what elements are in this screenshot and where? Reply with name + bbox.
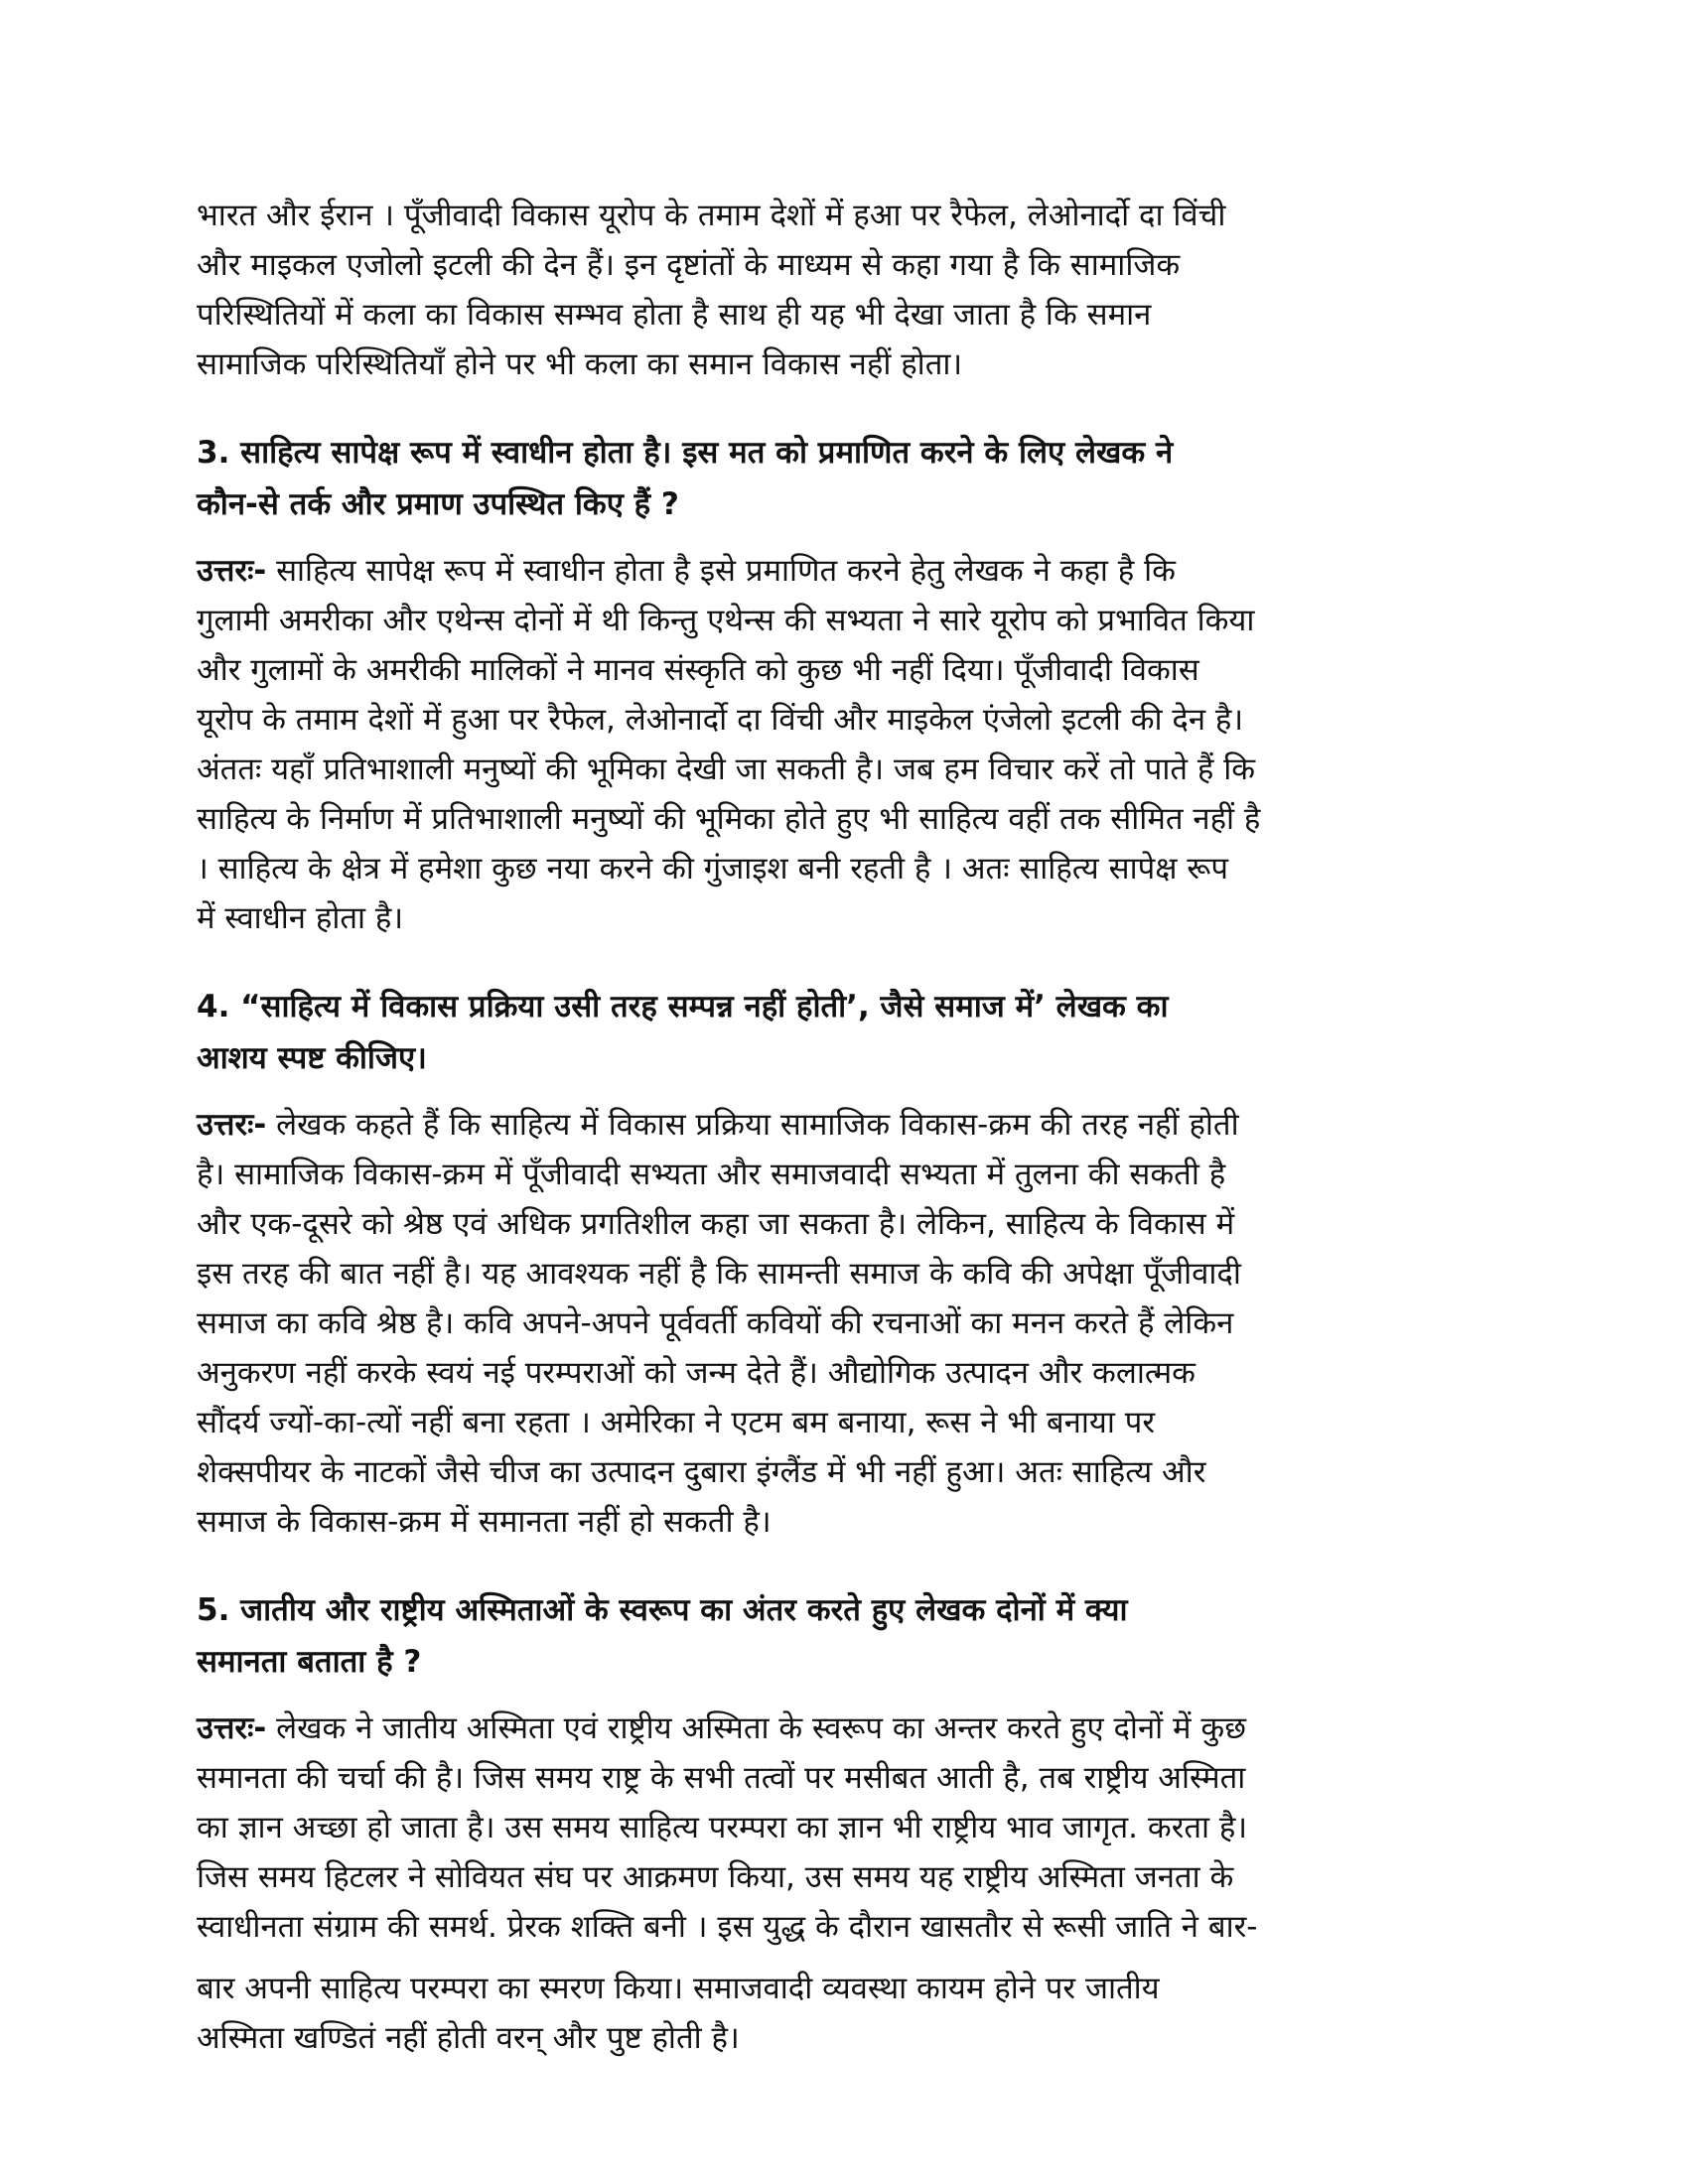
- text-line: में स्वाधीन होता है।: [197, 900, 404, 936]
- question-4-heading: [197, 981, 1507, 1084]
- text-line: और गुलामों के अमरीकी मालिकों ने मानव संस्कृति को कुछ भी नहीं दिया। पूँजीवादी विकास: [197, 652, 1199, 688]
- text-line: साहित्य के निर्माण में प्रतिभाशाली मनुष्यों की भूमिका होते हुए भी साहित्य वहीं तक सीमित नहीं है: [197, 801, 1261, 837]
- text-line: [197, 1704, 1507, 1753]
- text-line: यूरोप के तमाम देशों में हुआ पर रैफेल, लेओनार्दो दा विंची और माइकेल एंजेलो इटली की देन है।: [197, 702, 1244, 738]
- text-line: है। सामाजिक विकास-क्रम में पूँजीवादी सभ्यता और समाजवादी सभ्यता में तुलना की सकती है: [197, 1157, 1226, 1192]
- text-line: और एक-दूसरे को श्रेष्ठ एवं अधिक प्रगतिशील कहा जा सकता है। लेकिन, साहित्य के विकास में: [197, 1206, 1235, 1242]
- text-line: सौंदर्य ज्यों-का-त्यों नहीं बना रहता । अमेरिका ने एटम बम बनाया, रूस ने भी बनाया पर: [197, 1405, 1156, 1440]
- text-line: सामाजिक परिस्थितियाँ होने पर भी कला का समान विकास नहीं होता।: [197, 346, 963, 382]
- text-line: अस्मिता खण्डितं नहीं होती वरन् और पुष्ट होती है।: [197, 2020, 740, 2056]
- heading-line: 4. “साहित्य में विकास प्रक्रिया उसी तरह सम्पन्न नहीं होती’, जैसे समाज में’ लेखक का: [197, 989, 1169, 1024]
- text-line: बार अपनी साहित्य परम्परा का स्मरण किया। समाजवादी व्यवस्था कायम होने पर जातीय: [197, 1971, 1160, 2006]
- heading-line: कौन-से तर्क और प्रमाण उपस्थित किए हैं ?: [197, 486, 679, 522]
- text-line: और माइकल एजोलो इटली की देन हैं। इन दृष्टांतों के माध्यम से कहा गया है कि सामाजिक: [197, 247, 1181, 283]
- text-line: शेक्सपीयर के नाटकों जैसे चीज का उत्पादन दुबारा इंग्लैंड में भी नहीं हुआ। अतः साहित्य और: [197, 1454, 1206, 1490]
- answer-label: उत्तरः-: [197, 1107, 267, 1143]
- text-line: [197, 546, 1507, 596]
- text-line: परिस्थितियों में कला का विकास सम्भव होता है साथ ही यह भी देखा जाता है कि समान: [197, 297, 1152, 333]
- document-page: [197, 191, 1507, 2063]
- answer-5-paragraph: [197, 1704, 1507, 2063]
- intro-paragraph: [197, 191, 1507, 389]
- text-line: भारत और ईरान । पूँजीवादी विकास यूरोप के तमाम देशों में हआ पर रैफेल, लेओनार्दो दा विंची: [197, 198, 1226, 233]
- heading-line: 3. साहित्य सापेक्ष रूप में स्वाधीन होता है। इस मत को प्रमाणित करने के लिए लेखक ने: [197, 435, 1174, 471]
- heading-line: आशय स्पष्ट कीजिए।: [197, 1040, 427, 1076]
- heading-line: 5. जातीय और राष्ट्रीय अस्मिताओं के स्वरूप का अंतर करते हुए लेखक दोनों में क्या: [197, 1592, 1128, 1628]
- text-line: समाज के विकास-क्रम में समानता नहीं हो सकती है।: [197, 1504, 772, 1540]
- answer-3-paragraph: [197, 546, 1507, 943]
- answer-4-paragraph: [197, 1100, 1507, 1547]
- answer-label: उत्तरः-: [197, 1710, 267, 1746]
- text-line: जिस समय हिटलर ने सोवियत संघ पर आक्रमण किया, उस समय यह राष्ट्रीय अस्मिता जनता के: [197, 1859, 1234, 1895]
- question-5-heading: [197, 1584, 1507, 1688]
- text-line: समाज का कवि श्रेष्ठ है। कवि अपने-अपने पूर्ववर्ती कवियों की रचनाओं का मनन करते हैं लेकिन: [197, 1305, 1234, 1341]
- text-line: अनुकरण नहीं करके स्वयं नई परम्पराओं को जन्म देते हैं। औद्योगिक उत्पादन और कलात्मक: [197, 1355, 1196, 1391]
- text-line: इस तरह की बात नहीं है। यह आवश्यक नहीं है कि सामन्ती समाज के कवि की अपेक्षा पूँजीवादी: [197, 1256, 1241, 1292]
- text-line: का ज्ञान अच्छा हो जाता है। उस समय साहित्य परम्परा का ज्ञान भी राष्ट्रीय भाव जागृत. करता है।: [197, 1810, 1248, 1845]
- text-line: अंततः यहाँ प्रतिभाशाली मनुष्यों की भूमिका देखी जा सकती है। जब हम विचार करें तो पाते हैं कि: [197, 751, 1256, 787]
- text-line: । साहित्य के क्षेत्र में हमेशा कुछ नया करने की गुंजाइश बनी रहती है । अतः साहित्य सापेक्ष रूप: [197, 851, 1228, 887]
- text-line: गुलामी अमरीका और एथेन्स दोनों में थी किन्तु एथेन्स की सभ्यता ने सारे यूरोप को प्रभावित किया: [197, 603, 1255, 638]
- text-line: स्वाधीनता संग्राम की समर्थ. प्रेरक शक्ति बनी । इस युद्ध के दौरान खासतौर से रूसी जाति ने बार-: [197, 1909, 1258, 1945]
- answer-text: लेखक कहते हैं कि साहित्य में विकास प्रक्रिया सामाजिक विकास-क्रम की तरह नहीं होती: [266, 1107, 1239, 1143]
- answer-text: साहित्य सापेक्ष रूप में स्वाधीन होता है इसे प्रमाणित करने हेतु लेखक ने कहा है कि: [266, 553, 1176, 589]
- text-line: समानता की चर्चा की है। जिस समय राष्ट्र के सभी तत्वों पर मसीबत आती है, तब राष्ट्रीय अस्मिता: [197, 1760, 1246, 1796]
- answer-text: लेखक ने जातीय अस्मिता एवं राष्ट्रीय अस्मिता के स्वरूप का अन्तर करते हुए दोनों में कुछ: [266, 1710, 1246, 1746]
- text-line: [197, 1100, 1507, 1150]
- heading-line: समानता बताता है ?: [197, 1644, 422, 1680]
- question-3-heading: [197, 427, 1507, 530]
- answer-label: उत्तरः-: [197, 553, 267, 589]
